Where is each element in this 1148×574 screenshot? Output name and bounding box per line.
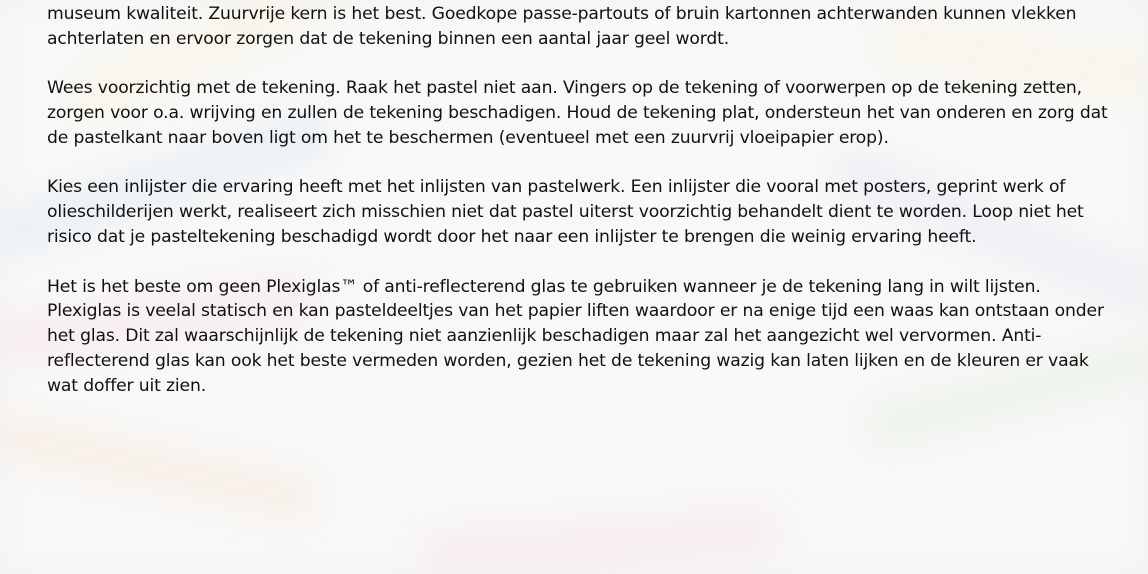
paragraph-handle-drawing: Wees voorzichtig met de tekening. Raak het pastel niet aan. Vingers op de tekening of voorwerpen op de tekening zetten, zorgen voor o.a. wrijving en zullen de tekening beschadigen. Houd de tekening plat, ondersteun het van onderen en zorg dat de pastelkant naar boven ligt om het te beschermen (eventueel met een zuurvrij vloeipapier erop).: [47, 78, 1108, 148]
paragraph-avoid-plexiglas: Het is het beste om geen Plexiglas™ of anti-reflecterend glas te gebruiken wanneer je de tekening lang in wilt lijsten. Plexiglas is veelal statisch en kan pasteldeeltjes van het papier liften waardoor er na enige tijd een waas kan ontstaan onder het glas. Dit zal waarschijnlijk de tekening niet aanzienlijk beschadigen maar zal het aangezicht wel vervormen. Anti-reflecterend glas kan ook het beste vermeden worden, gezien het de tekening wazig kan laten lijken en de kleuren er vaak wat doffer uit zien.: [47, 276, 1104, 396]
paragraph-choose-framer: Kies een inlijster die ervaring heeft met het inlijsten van pastelwerk. Een inlijster die vooral met posters, geprint werk of olieschilderijen werkt, realiseert zich misschien niet dat pastel uiterst voorzichtig behandelt dient te worden. Loop niet het risico dat je pasteltekening beschadigd wordt door het naar een inlijster te brengen die weinig ervaring heeft.: [47, 177, 1084, 247]
paragraph-framing-materials: museum kwaliteit. Zuurvrije kern is het best. Goedkope passe-partouts of bruin kartonnen achterwanden kunnen vlekken achterlaten en ervoor zorgen dat de tekening binnen een aantal jaar geel wordt.: [47, 3, 1077, 49]
article-body: [47, 0, 1117, 423]
